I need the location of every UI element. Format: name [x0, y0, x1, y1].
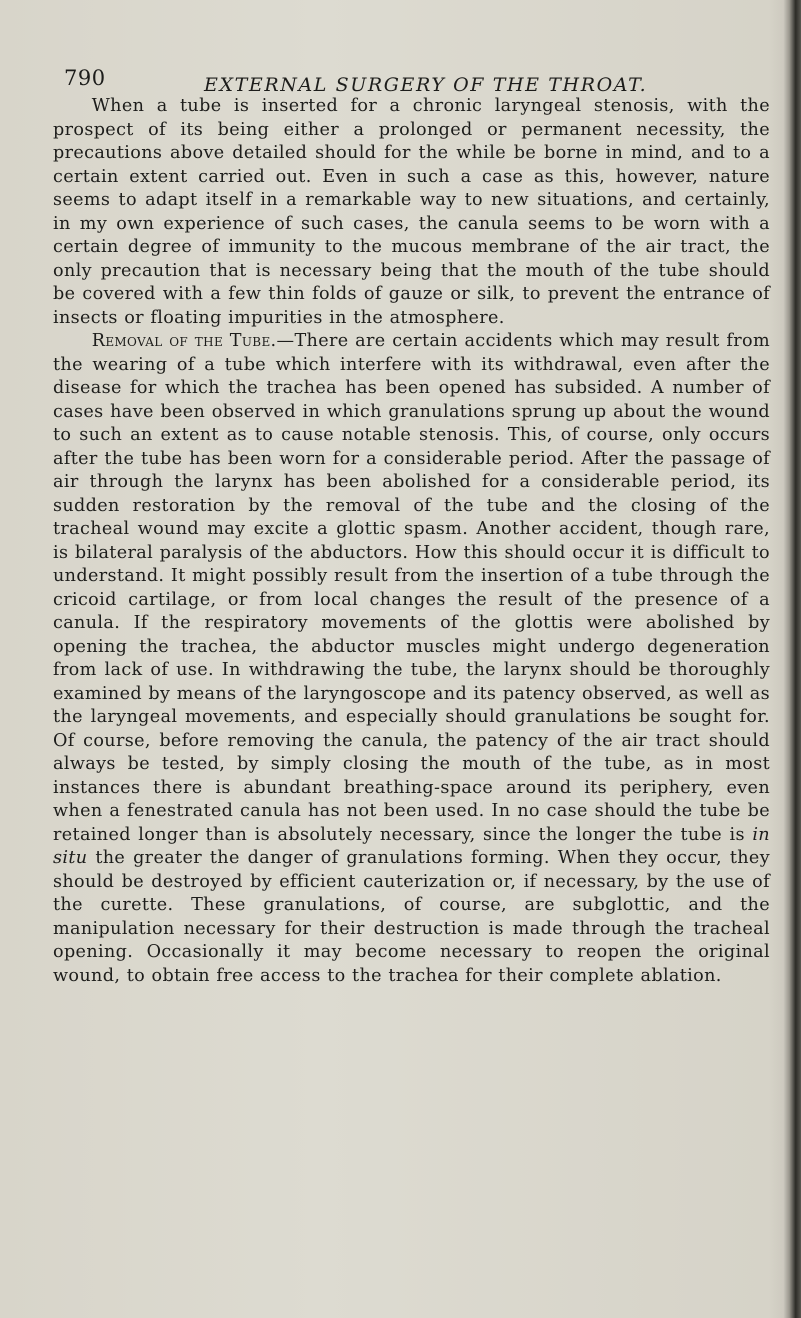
removal-text-part-2: the greater the danger of granulations forming. When they occur, they should be destroyed by efficient cauterization or, if necessary, by the use of the curette. These granulations, of course, are subglottic, and the manipulation necessary for their destruction is made through the tracheal opening. Occasionally it may become necessary to reopen the original wound, to obtain free access to the trachea for their complete ablation. — [53, 848, 770, 986]
paragraph-tube-precautions: When a tube is inserted for a chronic laryngeal stenosis, with the prospect of its being either a prolonged or permanent necessity, the precautions above detailed should for the while be borne in mind, and to a certain extent carried out. Even in such a case as this, however, nature seems to adapt itself in a remarkable way to new situations, and certainly, in my own experience of such cases, the canula seems to be worn with a certain degree of immunity to the mucous membrane of the air tract, the only precaution that is necessary being that the mouth of the tube should be covered with a few thin folds of gauze or silk, to prevent the entrance of insects or floating impurities in the atmosphere. — [53, 96, 770, 328]
paragraph-removal-of-tube — [53, 330, 770, 988]
section-heading-removal: Removal of the Tube. — [91, 331, 277, 351]
body-text — [53, 95, 770, 988]
removal-text-part-1: —There are certain accidents which may result from the wearing of a tube which interfere with its withdrawal, even after the disease for which the trachea has been opened has subsided. A number of cases have been observed in which granulations sprung up about the wound to such an extent as to cause notable stenosis. This, of course, only occurs after the tube has been worn for a considerable period. After the passage of air through the larynx has been abolished for a considerable period, its sudden restoration by the removal of the tube and the closing of the tracheal wound may excite a glottic spasm. Another accident, though rare, is bilateral paralysis of the abductors. How this should occur it is difficult to understand. It might possibly result from the insertion of a tube through the cricoid cartilage, or from local changes the result of the presence of a canula. If the respiratory movements of the glottis were abolished by opening the trachea, the abductor muscles might undergo degeneration from lack of use. In withdrawing the tube, the larynx should be thoroughly examined by means of the laryngoscope and its patency observed, as well as the laryngeal movements, and especially should granulations be sought for. Of course, before removing the canula, the patency of the air tract should always be tested, by simply closing the mouth of the tube, as in most instances there is abundant breathing-space around its periphery, even when a fenestrated canula has not been used. In no case should the tube be retained longer than is absolutely necessary, since the longer the tube is — [53, 331, 770, 845]
page-edge-shadow — [783, 0, 801, 1318]
italic-phrase: in situ — [53, 824, 770, 868]
page-number: 790 — [64, 66, 106, 90]
running-head: EXTERNAL SURGERY OF THE THROAT. — [204, 74, 648, 96]
